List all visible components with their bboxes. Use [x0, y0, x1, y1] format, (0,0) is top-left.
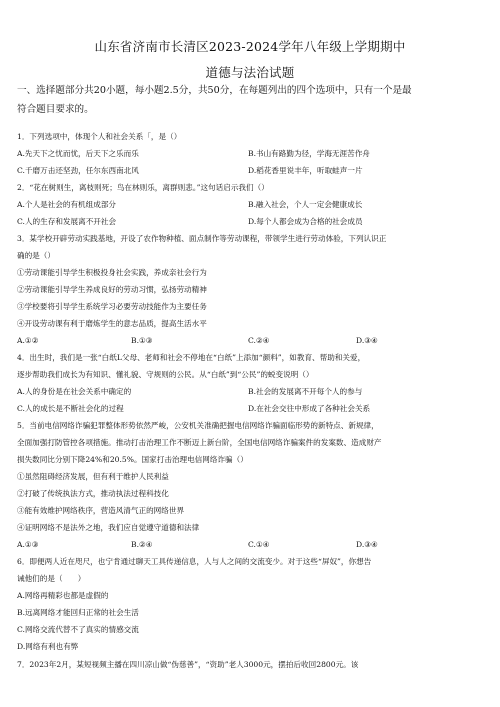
question-4-option-a: A.人的身份是在社会关系中确定的 — [17, 387, 132, 396]
question-4-option-d: D.在社会交往中形成了各种社会关系 — [248, 404, 371, 413]
question-2-option-c: C.人的生存和发展离不开社会 — [17, 217, 117, 226]
question-5-stem-line3: 损失数同比分别下降24%和20.5%。国家打击治理电信网络诈骗（） — [17, 455, 248, 464]
question-3-statement-2: ②劳动课能引导学生养成良好的劳动习惯，弘扬劳动精神 — [17, 285, 207, 294]
question-5-option-d: D.③④ — [356, 540, 378, 549]
question-7-stem-line1: 7．2023年2月，某短视频主播在四川凉山做“伪慈善”，“资助”老人3000元，摆拍后收回2800元。该 — [17, 660, 359, 669]
question-1-option-b: B.书山有路勤为径，学海无涯苦作舟 — [248, 149, 370, 158]
question-4-stem-line1: 4．出生时，我们是一张“白纸L父母、老师和社会不停地在“白纸”上添加“颜料”，如教育、帮助和关爱， — [17, 353, 366, 362]
section-instructions-line1: 一、选择题部分共20小题，每小题2.5分，共50分，在每题列出的四个选项中，只有一个是最 — [17, 85, 412, 96]
question-3-statement-1: ①劳动课能引导学生积极投身社会实践，养成亲社会行为 — [17, 268, 207, 277]
question-6-option-d: D.网络有利也有弊 — [17, 642, 79, 651]
question-6-stem-line1: 6．即便两人近在咫尺，也宁肯通过聊天工具传递信息，人与人之间的交流变少。对于这些“屏奴”，你想告 — [17, 557, 372, 566]
question-2-option-a: A.个人是社会的有机组成部分 — [17, 200, 117, 209]
question-2-stem: 2．“花在树则生，离枝则死；鸟在林则乐，离群则悲。”这句话启示我们（） — [17, 183, 269, 192]
question-5-option-c: C.①④ — [248, 540, 270, 549]
question-5-option-b: B.②④ — [131, 540, 153, 549]
question-5-statement-3: ③能有效维护网络秩序，营造风清气正的网络世界 — [17, 506, 185, 515]
question-4-option-b: B.社会的发展离不开每个人的参与 — [248, 387, 363, 396]
question-1-stem: 1．下列选项中，体现个人和社会关系「，是（） — [17, 132, 182, 141]
section-instructions-line2: 符合题目要求的。 — [17, 104, 94, 115]
question-3-statement-4: ④开设劳动课有利于磨炼学生的意志品质，提高生活水平 — [17, 319, 207, 328]
question-5-option-a: A.①③ — [17, 540, 39, 549]
question-6-option-c: C.网络交流代替不了真实的情感交流 — [17, 625, 139, 634]
question-5-stem-line2: 全面加强打防管控各项措施。推动打击治理工作不断迈上新台阶，全国电信网络诈骗案件的发案数、造成财产 — [17, 438, 382, 447]
question-5-statement-1: ①虽然阻碍经济发展，但有利于维护人民利益 — [17, 472, 169, 481]
question-3-option-d: D.③④ — [356, 336, 378, 345]
exam-title: 山东省济南市长清区2023-2024学年八年级上学期期中 — [94, 39, 406, 54]
question-5-statement-2: ②打破了传统执法方式，推动执法过程科技化 — [17, 489, 169, 498]
question-6-option-a: A.网络再精彩也都是虚假的 — [17, 591, 109, 600]
question-2-option-b: B.融入社会，个人一定会健康成长 — [248, 200, 363, 209]
question-5-stem-line1: 5．当前电信网络诈骗犯罪整体形势依然严峻，公安机关准确把握电信网络诈骗面临形势的新特点、新规律， — [17, 421, 379, 430]
question-6-stem-line2: 诫他们的是（ ） — [17, 574, 86, 583]
question-1-option-a: A.先天下之忧而忧，后天下之乐而乐 — [17, 149, 139, 158]
question-3-option-b: B.①③ — [131, 336, 153, 345]
question-2-option-d: D.每个人都会成为合格的社会成员 — [248, 217, 363, 226]
question-3-stem-line1: 3．某学校开辟劳动实践基地，开设了农作物种植、面点制作等劳动课程，带领学生进行劳动体验，下列认识正 — [17, 234, 387, 243]
question-3-stem-line2: 确的是（） — [17, 251, 55, 260]
question-3-option-c: C.②④ — [248, 336, 270, 345]
question-3-statement-3: ③学校要将引导学生系统学习必要劳动技能作为主要任务 — [17, 302, 207, 311]
question-3-option-a: A.①② — [17, 336, 39, 345]
exam-subject-title: 道德与法治试题 — [205, 65, 295, 80]
question-4-stem-line2: 逐步帮助我们成长为有知识、懂礼貌、守规则的公民。从“白纸”到“公民”的蜕变说明（） — [17, 370, 314, 379]
question-4-option-c: C.人的成长是不断社会化的过程 — [17, 404, 124, 413]
question-1-option-c: C.千磨万击还坚劲，任尔东西南北风 — [17, 166, 139, 175]
question-5-statement-4: ④证明网络不是法外之地，我们应自觉遵守道德和法律 — [17, 523, 200, 532]
question-1-option-d: D.稻花香里说丰年，听取蛙声一片 — [248, 166, 363, 175]
question-6-option-b: B.远离网络才能回归正常的社会生活 — [17, 608, 139, 617]
